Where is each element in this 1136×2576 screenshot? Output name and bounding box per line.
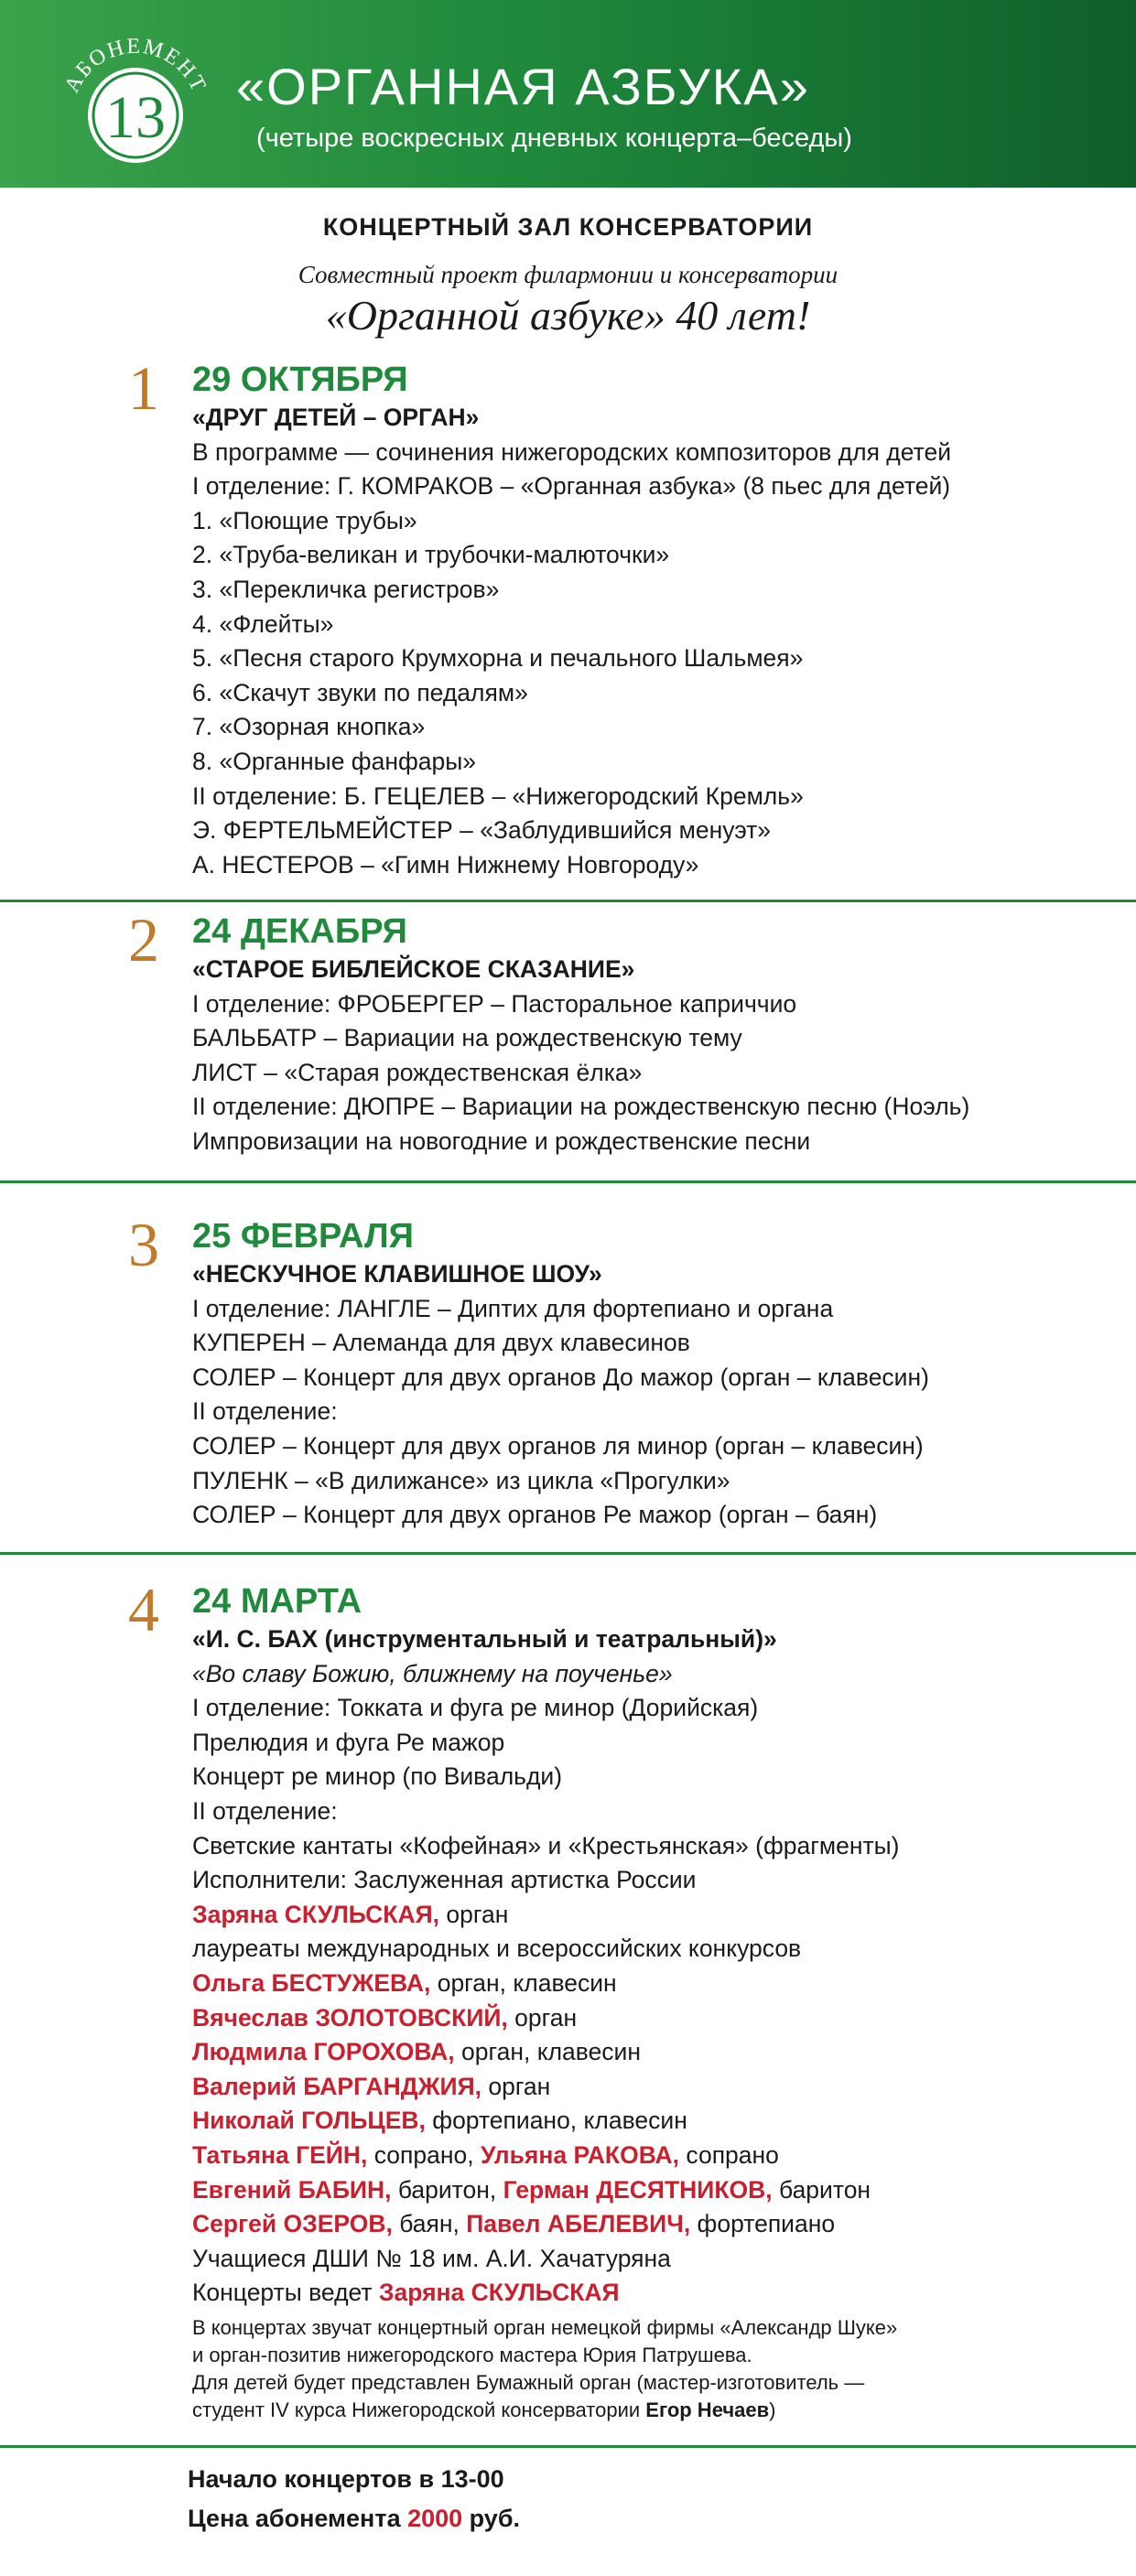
performer-role: фортепиано, клавесин (425, 2107, 687, 2135)
program-line: Импровизации на новогодние и рождественские песни (192, 1126, 811, 1155)
price-value: 2000 (407, 2505, 463, 2532)
program-line: II отделение: (192, 1796, 338, 1825)
concert-date: 24 ДЕКАБРЯ (192, 912, 407, 951)
program-line: 1. «Поющие трубы» (192, 506, 417, 534)
performer-name: Павел АБЕЛЕВИЧ, (466, 2210, 691, 2238)
host-name: Заряна СКУЛЬСКАЯ (378, 2279, 620, 2307)
header-banner (0, 0, 1136, 188)
concert-title: «И. С. БАХ (инструментальный и театральный)» (192, 1625, 777, 1653)
performer-line (192, 2070, 1117, 2105)
program-line: I отделение: Токката и фуга ре минор (Дорийская) (192, 1694, 759, 1722)
performer-name: Людмила ГОРОХОВА, (192, 2038, 455, 2066)
concert-title: «НЕСКУЧНОЕ КЛАВИШНОЕ ШОУ» (192, 1260, 602, 1288)
program-line: Светские кантаты «Кофейная» и «Крестьянская» (фрагменты) (192, 1831, 900, 1859)
program-line: II отделение: Б. ГЕЦЕЛЕВ – «Нижегородский Кремль» (192, 781, 804, 810)
program-line: В программе — сочинения нижегородских композиторов для детей (192, 437, 952, 466)
performer-role: баритон (772, 2175, 871, 2204)
program-line: II отделение: (192, 1397, 338, 1426)
footer (188, 2460, 520, 2538)
program-line: 7. «Озорная кнопка» (192, 713, 426, 741)
performer-name: Ольга БЕСТУЖЕВА, (192, 1968, 431, 1997)
badge-number: 13 (105, 84, 166, 151)
program-line: Концерт ре минор (по Вивальди) (192, 1762, 563, 1791)
program-line: БАЛЬБАТР – Вариации на рождественскую тему (192, 1024, 742, 1052)
performer-role: баян, (392, 2210, 467, 2238)
performer-name: Валерий БАРГАНДЖИЯ, (192, 2072, 481, 2100)
performer-name: Николай ГОЛЬЦЕВ, (192, 2107, 426, 2135)
performer-role: баритон, (391, 2175, 503, 2204)
section-divider (0, 2445, 1136, 2448)
performer-name: Вячеслав ЗОЛОТОВСКИЙ, (192, 2003, 508, 2032)
program-line: II отделение: ДЮПРЕ – Вариации на рождественскую песню (Ноэль) (192, 1093, 970, 1121)
program-line: Исполнители: Заслуженная артистка России (192, 1866, 697, 1894)
performer-role: орган, клавесин (430, 1968, 617, 1997)
price-prefix: Цена абонемента (188, 2505, 408, 2532)
program-line: 4. «Флейты» (192, 609, 334, 638)
program-line: 3. «Перекличка регистров» (192, 575, 500, 603)
students-line: Учащиеся ДШИ № 18 им. А.И. Хачатуряна (192, 2244, 671, 2272)
note-prefix: студент IV курса Нижегородской консерватории (192, 2398, 646, 2421)
price-suffix: руб. (462, 2505, 521, 2532)
performer-line (192, 2104, 1117, 2139)
badge-word: АБОНЕМЕНТ (60, 34, 211, 97)
concert-title: «ДРУГ ДЕТЕЙ – ОРГАН» (192, 404, 480, 431)
note-line (192, 2397, 1117, 2424)
performer-role: фортепиано (690, 2210, 836, 2238)
concert-date: 29 ОКТЯБРЯ (192, 361, 408, 399)
performer-line (192, 1967, 1117, 2001)
page-title: «ОРГАННАЯ АЗБУКА» (236, 58, 810, 115)
performer-name: Татьяна ГЕЙН, (192, 2140, 368, 2169)
performer-line (192, 2207, 1117, 2242)
performer-line (192, 2035, 1117, 2070)
performer-line (192, 1898, 1117, 1933)
section-divider (0, 1552, 1136, 1555)
performer-role: орган, клавесин (454, 2038, 641, 2066)
performer-line (192, 2001, 1117, 2036)
laureates-line: лауреаты международных и всероссийских конкурсов (192, 1935, 802, 1963)
performer-role: орган (507, 2003, 578, 2032)
program-line: ПУЛЕНК – «В дилижансе» из цикла «Прогулки» (192, 1466, 730, 1494)
program-line: Прелюдия и фуга Ре мажор (192, 1728, 505, 1756)
program-line: ЛИСТ – «Старая рождественская ёлка» (192, 1058, 643, 1086)
program-line: 2. «Труба-великан и трубочки-малюточки» (192, 541, 670, 569)
concert-date: 25 ФЕВРАЛЯ (192, 1217, 414, 1256)
program-line: 6. «Скачут звуки по педалям» (192, 678, 528, 706)
badge-emblem (53, 7, 218, 181)
program-line: I отделение: ФРОБЕРГЕР – Пасторальное каприччио (192, 989, 797, 1018)
note-line: Для детей будет представлен Бумажный орган (мастер-изготовитель — (192, 2370, 865, 2394)
program-line: I отделение: ЛАНГЛЕ – Диптих для фортепиано и органа (192, 1294, 834, 1322)
performer-name: Ульяна РАКОВА, (480, 2140, 680, 2169)
performer-role: орган (439, 1900, 509, 1928)
concert-number: 1 (128, 353, 159, 423)
program-line: I отделение: Г. КОМРАКОВ – «Органная азбука» (8 пьес для детей) (192, 472, 951, 501)
subscription-badge (53, 7, 218, 181)
project-note: Совместный проект филармонии и консерватории (298, 261, 838, 288)
program-line: 8. «Органные фанфары» (192, 747, 477, 775)
concert-title: «СТАРОЕ БИБЛЕЙСКОЕ СКАЗАНИЕ» (192, 955, 635, 983)
performer-name: Заряна СКУЛЬСКАЯ, (192, 1900, 440, 1928)
concert-epigraph: «Во славу Божию, ближнему на поученье» (192, 1659, 673, 1687)
host-line (192, 2276, 1117, 2311)
program-line: А. НЕСТЕРОВ – «Гимн Нижнему Новгороду» (192, 850, 699, 878)
program-line: СОЛЕР – Концерт для двух органов До мажор (орган – клавесин) (192, 1363, 929, 1391)
concert-number: 4 (128, 1575, 159, 1644)
program-line: СОЛЕР – Концерт для двух органов Ре мажор (орган – баян) (192, 1501, 878, 1529)
concert-date: 24 МАРТА (192, 1582, 362, 1621)
concert-number: 2 (128, 905, 159, 975)
performer-line (192, 2173, 1117, 2208)
performer-name: Евгений БАБИН, (192, 2175, 392, 2204)
program-line: КУПЕРЕН – Алеманда для двух клавесинов (192, 1329, 690, 1357)
program-line: СОЛЕР – Концерт для двух органов ля минор (орган – клавесин) (192, 1431, 924, 1460)
note-suffix: ) (769, 2398, 776, 2421)
venue-heading: КОНЦЕРТНЫЙ ЗАЛ КОНСЕРВАТОРИИ (322, 213, 814, 241)
performer-name: Сергей ОЗЕРОВ, (192, 2210, 393, 2238)
section-divider (0, 900, 1136, 902)
host-prefix: Концерты ведет (192, 2279, 379, 2307)
performer-role: орган (481, 2072, 551, 2100)
concert-number: 3 (128, 1210, 159, 1279)
note-name: Егор Нечаев (645, 2398, 770, 2421)
anniversary-heading: «Органной азбуке» 40 лет! (325, 292, 811, 339)
note-line: В концертах звучат концертный орган немецкой фирмы «Александр Шуке» (192, 2315, 898, 2339)
performer-role: сопрано, (367, 2140, 481, 2169)
program-line: Э. ФЕРТЕЛЬМЕЙСТЕР – «Заблудившийся менуэт» (192, 816, 772, 845)
program-line: 5. «Песня старого Крумхорна и печального Шальмея» (192, 644, 804, 673)
note-line: и орган-позитив нижегородского мастера Юрия Патрушева. (192, 2343, 752, 2366)
performer-role: сопрано (679, 2140, 779, 2169)
performer-line (192, 2139, 1117, 2173)
start-time: Начало концертов в 13-00 (188, 2465, 504, 2493)
performer-name: Герман ДЕСЯТНИКОВ, (503, 2175, 773, 2204)
page-subtitle: (четыре воскресных дневных концерта–беседы) (256, 124, 852, 153)
price-line (188, 2499, 520, 2538)
section-divider (0, 1180, 1136, 1183)
